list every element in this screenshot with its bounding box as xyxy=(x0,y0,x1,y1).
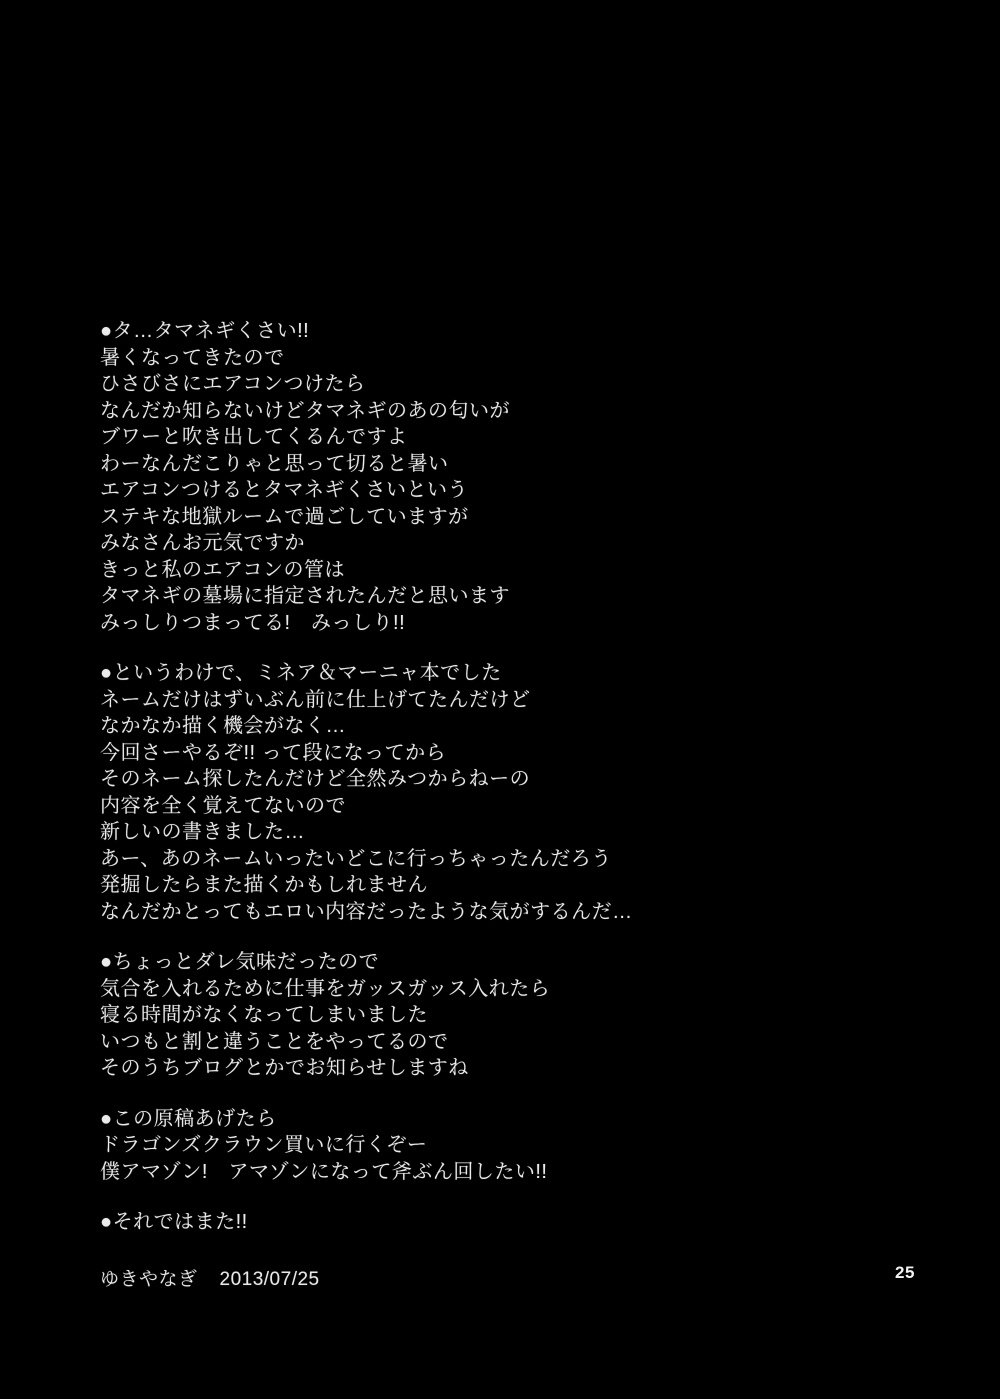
afterword-line: ネームだけはずいぶん前に仕上げてたんだけど xyxy=(100,688,531,711)
afterword-line: 寝る時間がなくなってしまいました xyxy=(100,1004,428,1026)
afterword-text-block xyxy=(100,318,633,1260)
afterword-section xyxy=(100,318,633,636)
afterword-line: ●タ…タマネギくさい!! xyxy=(100,320,310,342)
afterword-line: ひさびさにエアコンつけたら xyxy=(100,373,366,395)
afterword-line: なんだかとってもエロい内容だったような気がするんだ… xyxy=(100,900,633,923)
author-name: ゆきやなぎ xyxy=(100,1269,198,1290)
afterword-line: あー、あのネームいったいどこに行っちゃったんだろう xyxy=(100,847,612,870)
afterword-line: 今回さーやるぞ!! って段になってから xyxy=(100,741,447,764)
afterword-line: ●というわけで、ミネア＆マーニャ本でした xyxy=(100,662,502,684)
afterword-section xyxy=(100,1106,633,1186)
afterword-line: わーなんだこりゃと思って切ると暑い xyxy=(100,452,449,475)
afterword-line: ●ちょっとダレ気味だったので xyxy=(100,951,380,973)
afterword-line: なかなか描く機会がなく… xyxy=(100,715,346,737)
publication-date: 2013/07/25 xyxy=(219,1269,320,1290)
afterword-line: そのネーム探したんだけど全然みつからねーの xyxy=(100,768,531,790)
afterword-line: みなさんお元気ですか xyxy=(100,532,305,554)
footer xyxy=(100,1264,320,1291)
afterword-line: 僕アマゾン! アマゾンになって斧ぶん回したい!! xyxy=(100,1160,548,1183)
afterword-line: エアコンつけるとタマネギくさいという xyxy=(100,479,468,501)
afterword-section xyxy=(100,660,633,925)
afterword-line: ドラゴンズクラウン買いに行くぞー xyxy=(100,1134,428,1156)
page-number: 25 xyxy=(895,1263,915,1282)
afterword-line: 発掘したらまた描くかもしれません xyxy=(100,874,428,896)
afterword-line: みっしりつまってる! みっしり!! xyxy=(100,611,406,634)
afterword-section xyxy=(100,1209,633,1236)
afterword-line: ●この原稿あげたら xyxy=(100,1107,277,1130)
afterword-line: タマネギの墓場に指定されたんだと思います xyxy=(100,585,510,607)
afterword-section xyxy=(100,949,633,1082)
afterword-line: いつもと割と違うことをやってるので xyxy=(100,1030,449,1053)
afterword-line: ステキな地獄ルームで過ごしていますが xyxy=(100,505,469,528)
afterword-line: 新しいの書きました… xyxy=(100,821,305,843)
afterword-line: 気合を入れるために仕事をガッスガッス入れたら xyxy=(100,977,551,1000)
afterword-line: 内容を全く覚えてないので xyxy=(100,794,346,817)
afterword-line: きっと私のエアコンの管は xyxy=(100,558,345,581)
afterword-line: ブワーと吹き出してくるんですよ xyxy=(100,426,408,448)
afterword-line: そのうちブログとかでお知らせしますね xyxy=(100,1057,469,1079)
afterword-line: ●それではまた!! xyxy=(100,1211,248,1233)
afterword-line: なんだか知らないけどタマネギのあの匂いが xyxy=(100,399,510,422)
afterword-line: 暑くなってきたので xyxy=(100,346,285,369)
